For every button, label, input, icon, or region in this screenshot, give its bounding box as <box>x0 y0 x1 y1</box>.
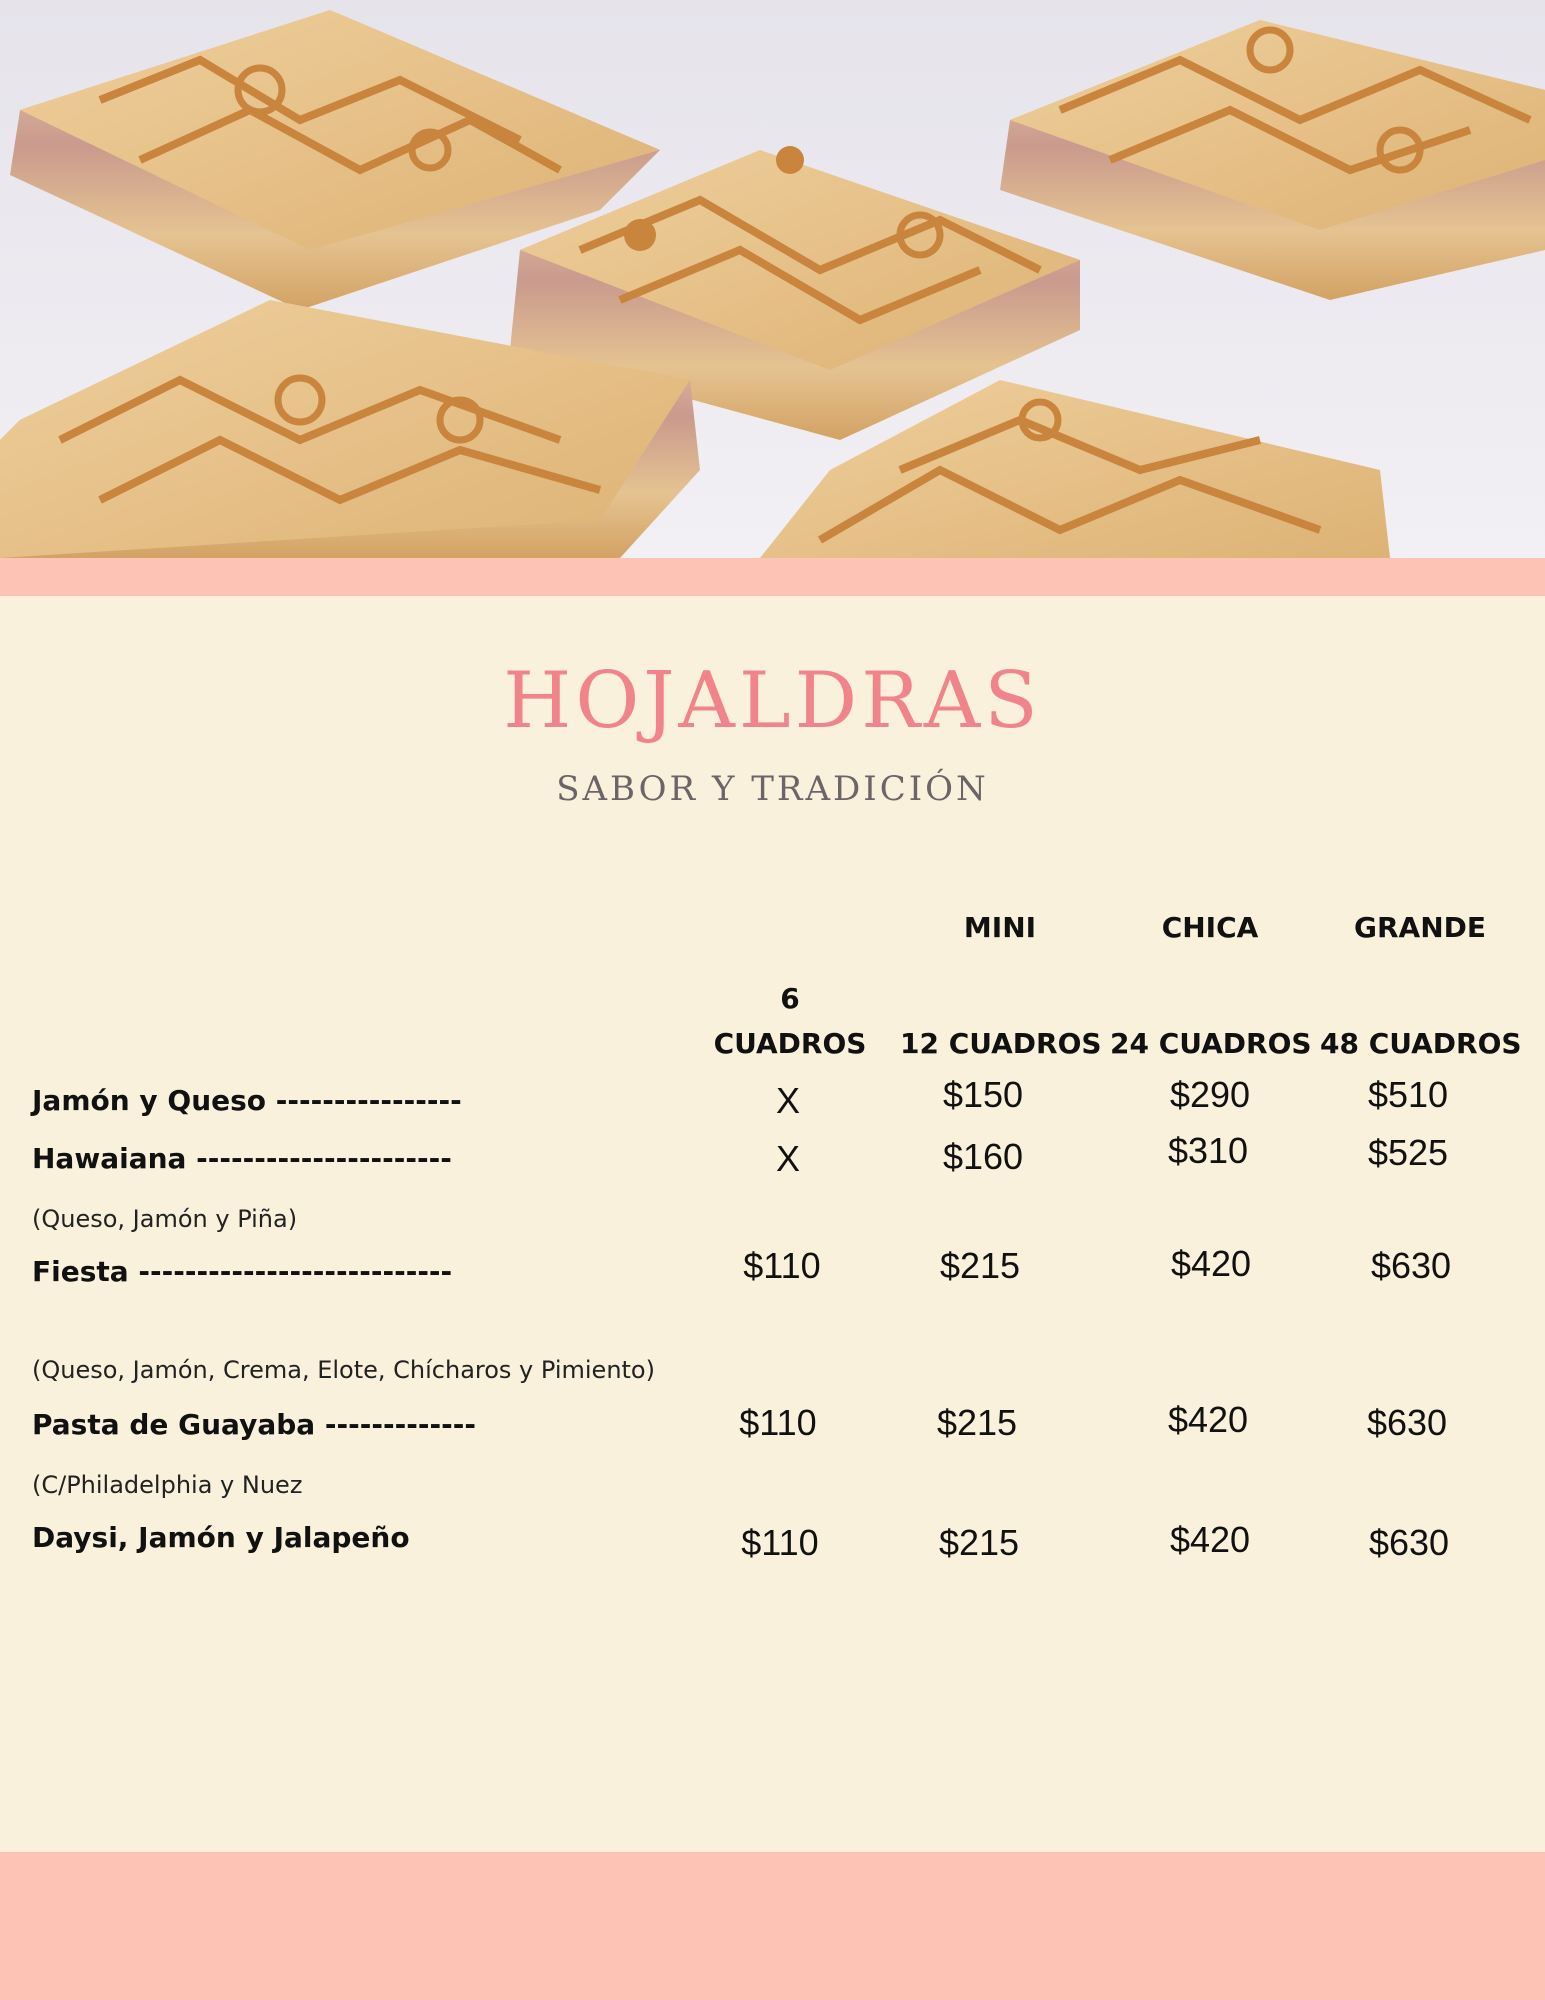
column-header-6-number: 6 <box>780 982 800 1015</box>
price-6-cuadros: $110 <box>741 1522 819 1563</box>
price-chica: $310 <box>1167 1130 1249 1171</box>
item-note-fiesta: (Queso, Jamón, Crema, Elote, Chícharos y Pimiento) <box>32 1356 655 1384</box>
price-grande: $525 <box>1367 1132 1449 1173</box>
price-grande: $510 <box>1367 1074 1449 1115</box>
price-6-cuadros: $110 <box>739 1402 817 1443</box>
column-header-grande: GRANDE <box>1353 911 1486 944</box>
item-note-pasta-de-guayaba: (C/Philadelphia y Nuez <box>32 1471 303 1499</box>
price-6-cuadros: $110 <box>743 1245 821 1286</box>
price-grande: $630 <box>1368 1522 1450 1563</box>
price-grande: $630 <box>1370 1245 1452 1286</box>
column-header-mini: MINI <box>963 911 1037 944</box>
price-mini: $160 <box>942 1136 1024 1177</box>
hero-photo <box>0 0 1545 558</box>
item-name-daysi-jamon-jalapeno: Daysi, Jamón y Jalapeño <box>32 1521 410 1554</box>
column-header-6-label: CUADROS <box>713 1027 867 1060</box>
page-title: HOJALDRAS <box>503 656 1042 746</box>
page-subtitle: SABOR Y TRADICIÓN <box>556 769 989 809</box>
top-pink-band <box>0 558 1545 596</box>
column-header-24-cuadros: 24 CUADROS <box>1110 1027 1312 1060</box>
item-name-pasta-de-guayaba: Pasta de Guayaba ------------- <box>32 1408 476 1441</box>
column-header-48-cuadros: 48 CUADROS <box>1320 1027 1522 1060</box>
item-name-hawaiana: Hawaiana ---------------------- <box>32 1142 452 1175</box>
hojaldra-pastry-image <box>0 0 1545 558</box>
bottom-pink-band <box>0 1852 1545 2000</box>
item-note-hawaiana: (Queso, Jamón y Piña) <box>32 1205 298 1233</box>
price-mini: $215 <box>938 1522 1020 1563</box>
price-mini: $150 <box>942 1074 1024 1115</box>
price-6-cuadros: X <box>775 1138 800 1179</box>
column-header-12-cuadros: 12 CUADROS <box>900 1027 1102 1060</box>
column-header-chica: CHICA <box>1161 911 1259 944</box>
price-chica: $420 <box>1170 1243 1252 1284</box>
price-chica: $420 <box>1169 1519 1251 1560</box>
price-chica: $290 <box>1169 1074 1251 1115</box>
item-name-fiesta: Fiesta --------------------------- <box>32 1255 453 1288</box>
item-name-jamon-y-queso: Jamón y Queso ---------------- <box>32 1084 462 1117</box>
price-grande: $630 <box>1366 1402 1448 1443</box>
price-mini: $215 <box>936 1402 1018 1443</box>
price-chica: $420 <box>1167 1399 1249 1440</box>
price-6-cuadros: X <box>775 1080 800 1121</box>
price-mini: $215 <box>939 1245 1021 1286</box>
